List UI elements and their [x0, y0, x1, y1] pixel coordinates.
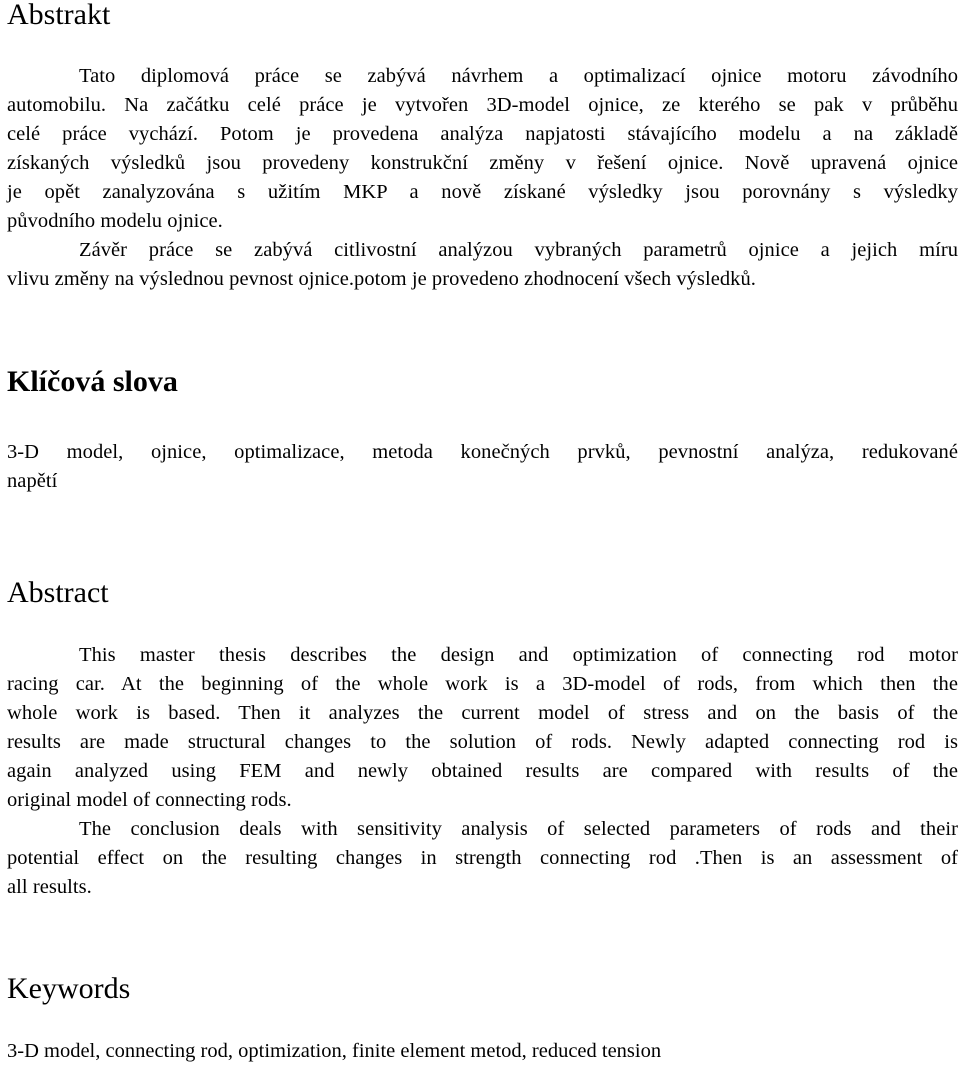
abstrakt-p1-line: získaných výsledků jsou provedeny konstrukční změny v řešení ojnice. Nově upravená ojnice — [7, 152, 958, 174]
klicova-slova-text — [7, 438, 958, 496]
klicova-slova-line: 3-D model, ojnice, optimalizace, metoda konečných prvků, pevnostní analýza, redukované — [7, 441, 958, 463]
abstract-paragraph-2 — [7, 815, 958, 902]
abstract-p1-line: This master thesis describes the design and optimization of connecting rod motor — [79, 644, 958, 666]
abstract-p2-line: potential effect on the resulting changes in strength connecting rod .Then is an assessment of — [7, 847, 958, 869]
abstrakt-p1-line: je opět zanalyzována s užitím MKP a nově získané výsledky jsou porovnány s výsledky — [7, 181, 958, 203]
abstract-p2-line: The conclusion deals with sensitivity analysis of selected parameters of rods and their — [79, 818, 958, 840]
abstrakt-p1-line: Tato diplomová práce se zabývá návrhem a optimalizací ojnice motoru závodního — [79, 65, 958, 87]
heading-klicova-slova: Klíčová slova — [7, 365, 178, 398]
heading-keywords: Keywords — [7, 972, 131, 1005]
abstrakt-p2-line: vlivu změny na výslednou pevnost ojnice.potom je provedeno zhodnocení všech výsledků. — [7, 268, 756, 290]
klicova-slova-line: napětí — [7, 470, 58, 492]
abstract-p2-line: all results. — [7, 876, 92, 898]
abstrakt-p1-line: celé práce vychází. Potom je provedena analýza napjatosti stávajícího modelu a na základě — [7, 123, 958, 145]
keywords-text: 3-D model, connecting rod, optimization, finite element metod, reduced tension — [7, 1040, 662, 1062]
abstrakt-p1-line: původního modelu ojnice. — [7, 210, 223, 232]
abstract-p1-line: results are made structural changes to the solution of rods. Newly adapted connecting rod is — [7, 731, 958, 753]
heading-abstrakt: Abstrakt — [7, 0, 111, 31]
abstract-p1-line: original model of connecting rods. — [7, 789, 292, 811]
abstrakt-p1-line: automobilu. Na začátku celé práce je vytvořen 3D-model ojnice, ze kterého se pak v průběhu — [7, 94, 958, 116]
abstrakt-p2-line: Závěr práce se zabývá citlivostní analýzou vybraných parametrů ojnice a jejich míru — [79, 239, 958, 261]
heading-abstract: Abstract — [7, 576, 109, 609]
abstract-p1-line: racing car. At the beginning of the whole work is a 3D-model of rods, from which then the — [7, 673, 958, 695]
abstract-paragraph-1 — [7, 641, 958, 815]
abstract-p1-line: whole work is based. Then it analyzes the current model of stress and on the basis of the — [7, 702, 958, 724]
abstrakt-paragraph-2 — [7, 236, 958, 294]
abstrakt-paragraph-1 — [7, 62, 958, 236]
abstract-p1-line: again analyzed using FEM and newly obtained results are compared with results of the — [7, 760, 958, 782]
